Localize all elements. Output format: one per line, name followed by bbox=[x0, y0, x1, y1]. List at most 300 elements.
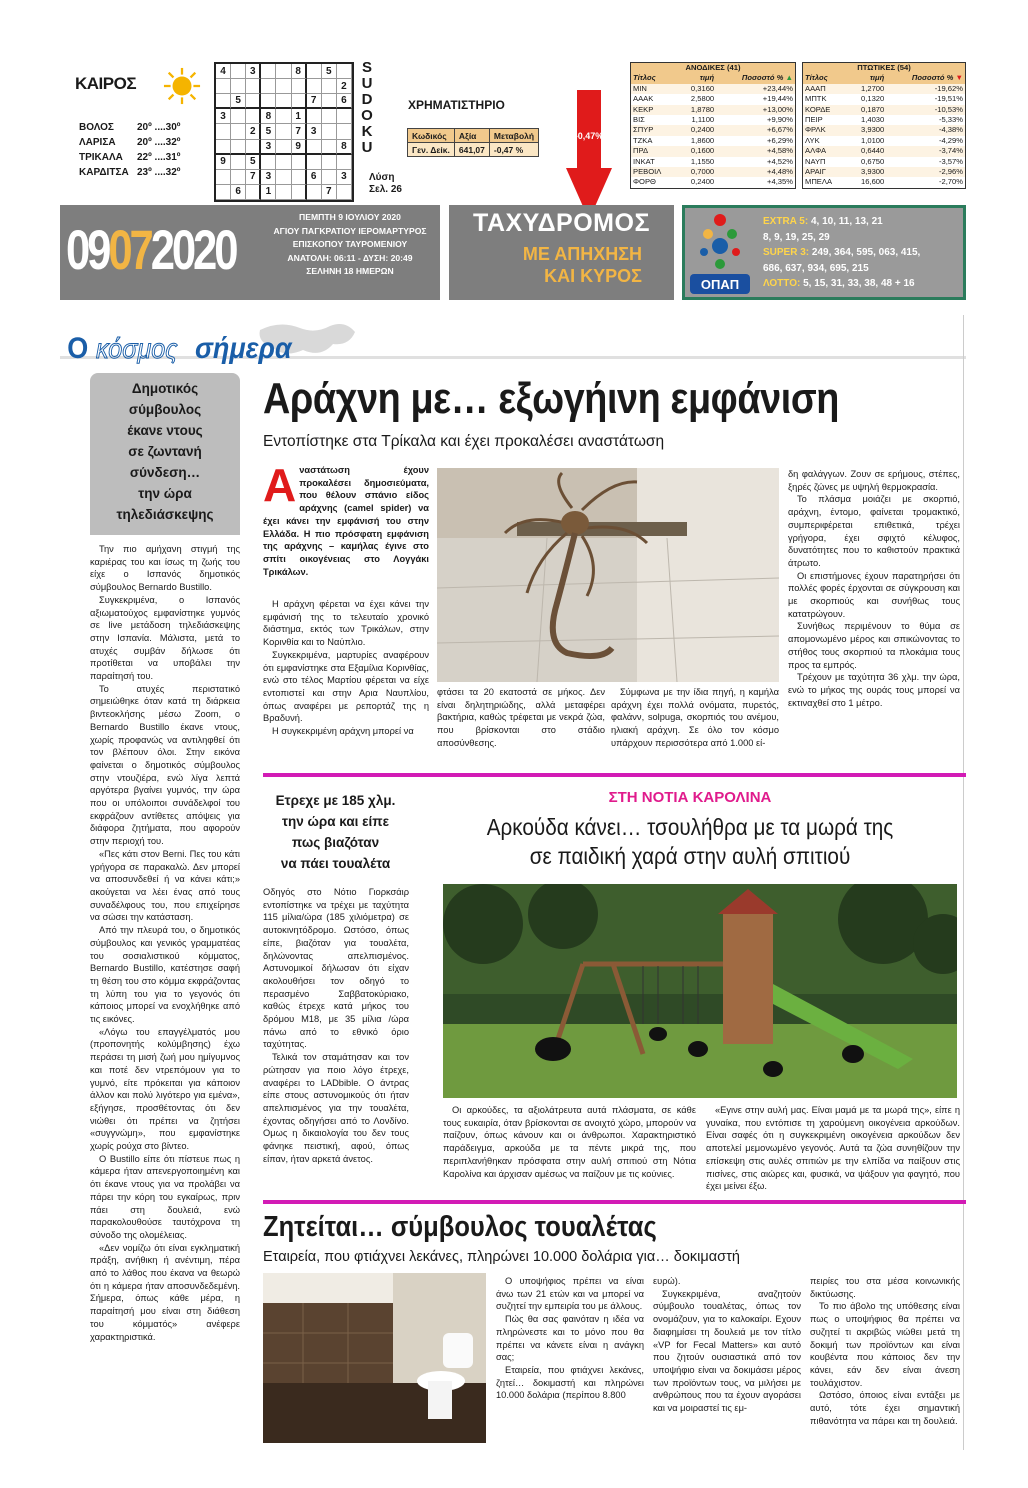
table-header-text: Ποσοστό % bbox=[911, 73, 954, 83]
paragraph: πειρίες του στα μέσα κοινωνικής δικτύωσης. bbox=[810, 1276, 960, 1299]
lotto-values: 5, 15, 31, 33, 38, 48 + 16 bbox=[803, 278, 915, 289]
section-title-world: κόσμος bbox=[96, 332, 178, 365]
gainers-table bbox=[630, 62, 796, 189]
paragraph: Το πλάσμα μοιάζει με σκορπιό, αράχνη, έντομο, φαίνεται τρομακτικό, συμπεριφέρεται επιθετικά, τρέχει γρήγορα, έχει σφιχτό κέλυφος, δυνατότητες που το καθιστούν πρακτικά άτρωτο. bbox=[788, 494, 960, 568]
dropcap: Α bbox=[263, 459, 297, 511]
sudoku-cell bbox=[337, 155, 352, 170]
table-cell: 3,9300 bbox=[847, 167, 886, 177]
headline-line: Αρκούδα κάνει… τσουλήθρα με τα μωρά της bbox=[486, 814, 894, 840]
courier-tagline-line: ΜΕ ΑΠΗΧΗΣΗ bbox=[522, 244, 642, 264]
sudoku-cell bbox=[322, 79, 337, 94]
sudoku-cell: 5 bbox=[261, 124, 276, 139]
sudoku-cell bbox=[216, 170, 231, 185]
lotto-line bbox=[763, 214, 920, 230]
section-divider bbox=[263, 773, 966, 777]
sudoku-cell bbox=[276, 64, 291, 79]
weather-temp: 22º ....31º bbox=[137, 152, 181, 163]
lotto-label: SUPER 3: bbox=[763, 247, 810, 258]
table-cell: 1,1550 bbox=[690, 156, 715, 166]
table-cell: +6,29% bbox=[767, 135, 793, 145]
weather-city: ΚΑΡΔΙΤΣΑ bbox=[79, 167, 129, 178]
weather-box bbox=[63, 62, 201, 190]
sudoku-cell: 6 bbox=[231, 185, 246, 200]
table-row bbox=[631, 115, 796, 125]
sudoku-cell bbox=[276, 155, 291, 170]
table-cell: ΚΕΚΡ bbox=[631, 105, 678, 115]
table-cell: 3,9300 bbox=[847, 125, 886, 135]
sidebar-body bbox=[90, 543, 240, 1343]
bear-headline bbox=[447, 813, 933, 871]
date-info-line: ΑΝΑΤΟΛΗ: 06:11 - ΔΥΣΗ: 20:49 bbox=[287, 252, 413, 263]
headline-line: σύμβουλος bbox=[128, 402, 202, 417]
sudoku-cell bbox=[216, 124, 231, 139]
table-cell: 1,2700 bbox=[847, 84, 886, 94]
sudoku-cell bbox=[292, 170, 307, 185]
table-cell: -3,57% bbox=[938, 156, 963, 166]
sudoku-cell: 1 bbox=[292, 109, 307, 124]
lotto-values: 249, 364, 595, 063, 415, bbox=[811, 247, 921, 258]
table-cell: ΝΑΥΠ bbox=[805, 156, 826, 166]
arrow-up-icon: ▲ bbox=[785, 73, 793, 83]
arrow-down-icon bbox=[566, 90, 612, 220]
toilet-col-2 bbox=[653, 1275, 801, 1447]
sudoku-cell: 2 bbox=[246, 124, 261, 139]
sudoku-letter: K bbox=[361, 123, 373, 140]
paragraph: Από την πλευρά του, ο δημοτικός σύμβουλος και γενικός γραμματέας του σοσιαλιστικού κόμματος, Bernardo Bustillo, κατέστησε σαφή τη θέση του στο κόμμα εκφράζοντας τη λύπη του για το γεγονός ότι κάποιος μπορεί να ενοχλήθηκε από τις εικόνες. bbox=[90, 925, 240, 1025]
paragraph: Ο υποψήφιος πρέπει να είναι άνω των 21 ετών και να μπορεί να συζητεί την εμπειρία του με άλλους. bbox=[496, 1276, 644, 1312]
table-cell: ΚΟΡΔΕ bbox=[803, 105, 848, 115]
sudoku-cell bbox=[307, 79, 322, 94]
table-cell: 1,1100 bbox=[691, 115, 715, 125]
paragraph: Τελικά τον σταμάτησαν και τον ρώτησαν για ποιο λόγο έτρεχε, αναφέρει το LADbible. Ο άντρας είπε στους αστυνομικούς ότι ήταν απελπισμένος για την τουαλέτα, έχοντας οδηγήσει από το Λονδίνο. Ομως η δικαιολογία του δεν τους φάνηκε πειστική, αφού, όπως είπαν, ήταν αρκετά άνετος. bbox=[263, 1052, 409, 1164]
sudoku-cell bbox=[276, 79, 291, 94]
paragraph: Το πιο άβολο της υπόθεσης είναι πως ο υποψήφιος θα πρέπει να συζητεί τι ακριβώς νιώθει μετά τη δοκιμή των προϊόντων και είναι κουβέντα που κάποιος δεν την κάνει, εάν δεν είναι άνεση τουλάχιστον. bbox=[810, 1301, 960, 1388]
headline-line: σύνδεση… bbox=[129, 465, 201, 480]
sudoku-letter: D bbox=[361, 91, 373, 108]
table-cell: +6,67% bbox=[716, 125, 795, 135]
table-cell: 0,6440 bbox=[847, 146, 886, 156]
paragraph: Εταιρεία, που φτιάχνει λεκάνες, ζητεί… δοκιμαστή και πληρώνει 10.000 δολάρια (περίπου 8.800 bbox=[496, 1364, 644, 1401]
sudoku-cell: 6 bbox=[307, 170, 322, 185]
sudoku-cell: 4 bbox=[216, 64, 231, 79]
weather-city: ΛΑΡΙΣΑ bbox=[79, 137, 116, 148]
table-cell: 0,7000 bbox=[677, 167, 716, 177]
sudoku-cell bbox=[231, 155, 246, 170]
market-index-table bbox=[407, 128, 539, 157]
table-row bbox=[803, 167, 966, 177]
sudoku-cell bbox=[292, 155, 307, 170]
table-cell: -10,53% bbox=[886, 105, 965, 115]
paragraph: Ο Bustillo είπε ότι πίστευε πως η κάμερα ήταν απενεργοποιημένη και ότι έκανε ντους για να προλάβει να πάρει την κόρη του εγκαίρως, πριν πάει στη δουλειά, ενώ παρακολουθούσε ταυτόχρονα τη σύνοδο της ολομέλειας. bbox=[90, 1153, 240, 1240]
sidebar-article bbox=[90, 373, 240, 1443]
losers-table bbox=[802, 62, 966, 189]
sudoku-cell: 7 bbox=[307, 94, 322, 109]
table-header bbox=[886, 73, 965, 83]
table-row bbox=[803, 84, 966, 94]
table-header: Τίτλος bbox=[803, 73, 848, 83]
sudoku-cell bbox=[246, 140, 261, 155]
table-row bbox=[631, 84, 796, 94]
headline-line: την ώρα και είπε bbox=[281, 814, 390, 829]
headline-line: να πάει τουαλέτα bbox=[280, 856, 391, 871]
paragraph: φτάσει τα 20 εκατοστά σε μήκος. Δεν είναι δηλητηριώδης, αλλά μεταφέρει βακτήρια, καθώς τρέφεται με νεκρά ζώα, που βρίσκονται στο στάδιο αποσύνθεσης. bbox=[437, 687, 605, 748]
headline-line: την ώρα bbox=[138, 486, 192, 501]
date-year: 2020 bbox=[150, 218, 236, 281]
sudoku-cell: 7 bbox=[292, 124, 307, 139]
spider-col-2 bbox=[437, 686, 605, 761]
table-row bbox=[631, 105, 796, 115]
spider-lead bbox=[263, 459, 429, 578]
table-header: τιμή bbox=[847, 73, 886, 83]
bear-col-2 bbox=[706, 1104, 960, 1194]
lotto-line bbox=[763, 245, 920, 261]
weather-temp: 20º ....32º bbox=[137, 137, 181, 148]
sudoku-cell bbox=[246, 109, 261, 124]
table-header: Τίτλος bbox=[631, 73, 678, 83]
sudoku-cell: 1 bbox=[261, 185, 276, 200]
losers-title bbox=[803, 63, 966, 74]
table-cell: ΜΠΤΚ bbox=[805, 94, 827, 104]
gainers-title bbox=[631, 63, 796, 74]
table-row bbox=[803, 125, 966, 135]
sudoku-cell: 5 bbox=[231, 94, 246, 109]
weather-temp: 20º ....30º bbox=[137, 122, 181, 133]
table-row bbox=[408, 143, 539, 157]
sudoku-grid bbox=[214, 62, 354, 202]
table-cell: ΜΠΕΛΑ bbox=[805, 177, 833, 187]
weather-row bbox=[79, 122, 199, 133]
paragraph: Συνήθως περιμένουν το θύμα σε απομονωμένο μέρος και σπικώνοντας το στήθος τους σκορπιού τα πλοκάμια τους προς τα εμπρός. bbox=[788, 621, 960, 670]
headline-line: έκανε ντους bbox=[127, 423, 203, 438]
paragraph: Οδηγός στο Νότιο Γιορκσάιρ εντοπίστηκε να τρέχει με ταχύτητα 115 μίλια/ώρα (185 χιλιόμετρα) σε αυτοκινητόδρομο. Ωστόσο, όπως είπε, βιαζόταν για τουαλέτα, δηλώνοντας απελπισμένος. Αστυνομικοί δήλωσαν ότι είχαν ακολουθήσει τον οδηγό το περασμένο Σαββατοκύριακο, καθώς έτρεχε κατά μήκος του δρόμου Μ18, με 35 μίλια /ώρα πάνω από το εθνικό όριο ταχύτητας. bbox=[263, 887, 409, 1050]
table-cell: -5,33% bbox=[938, 115, 963, 125]
paragraph: Οι αρκούδες, τα αξιολάτρευτα αυτά πλάσματα, σε κάθε τους ευκαιρία, όταν βρίσκονται σε ανοιχτό χώρο, μπορούν να παίζουν, όπως κάνουν και οι άνθρωποι. Χαρακτηριστικό παράδειγμα, αρκούδα με τα πέντε μικρά της, που περιπλανήθηκαν πρόσφατα στην αυλή σπιτιού στη Νότια Καρολίνα και άρχισαν αμέσως να παίζουν με τις κούνιες. bbox=[443, 1105, 696, 1179]
sudoku-cell bbox=[216, 185, 231, 200]
sudoku-cell: 7 bbox=[322, 185, 337, 200]
lotto-line: 8, 9, 19, 25, 29 bbox=[763, 231, 830, 243]
sudoku-title bbox=[360, 60, 374, 156]
sudoku-letter: S bbox=[361, 59, 372, 76]
gainers-title-text: ΑΝΟΔΙΚΕΣ (41) bbox=[685, 63, 741, 72]
sudoku-solution-ref bbox=[369, 172, 402, 196]
sudoku-cell: 3 bbox=[246, 64, 261, 79]
table-cell: +4,58% bbox=[716, 146, 795, 156]
table-header bbox=[716, 73, 795, 83]
table-cell: ΠΕΙΡ bbox=[805, 115, 823, 125]
table-cell: 0,1600 bbox=[677, 146, 716, 156]
lotto-line: 686, 637, 934, 695, 215 bbox=[763, 262, 869, 274]
table-header: Αξία bbox=[454, 129, 489, 143]
sudoku-cell: 9 bbox=[216, 155, 231, 170]
toilet-col-1 bbox=[496, 1275, 644, 1447]
table-cell: ΠΡΔ bbox=[631, 146, 678, 156]
driver-headline bbox=[263, 790, 408, 874]
table-header: Μεταβολή bbox=[489, 129, 538, 143]
spider-photo bbox=[437, 468, 779, 682]
lotto-label: EXTRA 5: bbox=[763, 216, 809, 227]
headline-line: Ετρεχε με 185 χλμ. bbox=[275, 793, 396, 808]
sudoku-cell: 3 bbox=[261, 170, 276, 185]
table-cell: -4,29% bbox=[938, 135, 963, 145]
table-cell: 1,0100 bbox=[861, 135, 885, 145]
table-cell: 16,600 bbox=[861, 177, 885, 187]
date-bar bbox=[60, 205, 440, 300]
table-row bbox=[631, 146, 796, 156]
spider-col-1 bbox=[263, 598, 429, 758]
sudoku-cell bbox=[276, 109, 291, 124]
table-cell: -4,38% bbox=[886, 125, 965, 135]
table-cell: 0,6750 bbox=[861, 156, 885, 166]
sudoku-cell bbox=[276, 124, 291, 139]
weather-city: ΒΟΛΟΣ bbox=[79, 122, 114, 133]
sudoku-cell: 3 bbox=[337, 170, 352, 185]
sidebar-headline bbox=[92, 378, 238, 525]
table-cell: 1,4030 bbox=[861, 115, 885, 125]
sudoku-cell bbox=[337, 124, 352, 139]
sudoku-cell bbox=[276, 170, 291, 185]
sudoku-cell bbox=[231, 170, 246, 185]
weather-temp: 23º ....32º bbox=[137, 167, 181, 178]
sudoku-cell bbox=[307, 64, 322, 79]
sudoku-cell: 8 bbox=[261, 109, 276, 124]
sudoku-cell bbox=[322, 170, 337, 185]
headline-line: πως βιαζόταν bbox=[291, 835, 380, 850]
table-row bbox=[631, 167, 796, 177]
sudoku-cell bbox=[261, 94, 276, 109]
weather-row bbox=[79, 152, 199, 163]
table-cell: MIN bbox=[631, 84, 678, 94]
date-info bbox=[264, 211, 436, 279]
sun-icon bbox=[163, 67, 201, 105]
table-cell: 641,07 bbox=[454, 143, 489, 157]
sudoku-cell bbox=[322, 94, 337, 109]
table-cell: -2,70% bbox=[938, 177, 963, 187]
paragraph: Ωστόσο, όποιος είναι εντάξει με αυτό, τότε έχει σημαντική πιθανότητα να πάρει και τη δουλειά. bbox=[810, 1390, 960, 1426]
opap-logo bbox=[689, 212, 751, 296]
paragraph: Συγκεκριμένα, ο Ισπανός αξιωματούχος εμφανίστηκε γυμνός σε live μετάδοση τηλεδιάσκεψης στην Ισπανία. Μάλιστα, μετά το ατυχές συμβάν δήλωσε ότι προτίθεται να υποβάλει την παραίτησή του. bbox=[90, 594, 240, 682]
bear-col-1 bbox=[443, 1104, 696, 1194]
table-row bbox=[631, 136, 796, 146]
sudoku-cell: 6 bbox=[337, 94, 352, 109]
table-cell: ΙΝΚΑΤ bbox=[633, 156, 655, 166]
table-cell: ΦΟΡΘ bbox=[633, 177, 656, 187]
table-cell: Γεν. Δείκ. bbox=[408, 143, 455, 157]
sudoku-cell: 3 bbox=[216, 109, 231, 124]
table-cell: 0,2400 bbox=[677, 125, 716, 135]
sudoku-cell bbox=[322, 109, 337, 124]
table-cell: 0,1320 bbox=[861, 94, 885, 104]
arrow-down-small-icon: ▼ bbox=[955, 73, 963, 83]
date-info-line: ΣΕΛΗΝΗ 18 ΗΜΕΡΩΝ bbox=[306, 266, 394, 276]
courier-title: ΤΑΧΥΔΡΟΜΟΣ bbox=[473, 209, 650, 237]
paragraph: Πώς θα σας φαινόταν η ιδέα να πληρώνεστε και το μόνο που θα πρέπει να κάνετε είναι η ανάγκη σας; bbox=[496, 1314, 644, 1363]
sudoku-cell bbox=[216, 94, 231, 109]
table-row bbox=[803, 146, 966, 156]
table-cell: ΛΥΚ bbox=[805, 135, 820, 145]
sudoku-cell bbox=[231, 124, 246, 139]
sudoku-cell bbox=[246, 79, 261, 94]
table-row bbox=[803, 94, 966, 104]
lotto-box bbox=[682, 205, 966, 300]
headline-line: Δημοτικός bbox=[131, 381, 199, 396]
sudoku-cell bbox=[261, 64, 276, 79]
bear-kicker: ΣΤΗ ΝΟΤΙΑ ΚΑΡΟΛΙΝΑ bbox=[608, 789, 772, 806]
sudoku-cell: 5 bbox=[322, 64, 337, 79]
sudoku-cell bbox=[216, 140, 231, 155]
paragraph: «Δεν νομίζω ότι είναι εγκληματική πράξη, ανήθικη ή ανέντιμη, πέρα από το λάθος που έκανα να θεωρώ ότι η κάμερα ήταν αποσυνδεδεμένη. Σήμερα, όπως κάθε μέρα, η παραίτησή μου είναι στη διάθεση του κόμματός» ανέφερε χαρακτηριστικά. bbox=[90, 1242, 240, 1342]
losers-title-text: ΠΤΩΤΙΚΕΣ (54) bbox=[857, 63, 911, 72]
paragraph: «Εγινε στην αυλή μας. Είναι μαμά με τα μωρά της», είπε η γυναίκα, που εντόπισε τη χαρούμενη οικογένεια αρκούδων. Είναι σαφές ότι η συγκεκριμένη οικογένεια αρκούδων δεν αποτελεί μεμονωμένο γεγονός. Αυτά τα ζώα συνηθίζουν την επίσκεψη στις αυλές σπιτιών με την ελπίδα να παίξουν στις πισίνες, στις αιώρες και, φυσικά, να ψάξουν για φαγητό, που έχει μείνει έξω. bbox=[706, 1105, 960, 1192]
table-header-row bbox=[408, 129, 539, 143]
table-cell: -2,96% bbox=[886, 167, 965, 177]
sudoku-cell bbox=[307, 185, 322, 200]
lotto-label: ΛΟΤΤΟ: bbox=[763, 278, 801, 289]
table-header-text: Ποσοστό % bbox=[741, 73, 784, 83]
table-cell: +4,35% bbox=[767, 177, 793, 187]
table-cell: +4,48% bbox=[716, 167, 795, 177]
date-month: 07 bbox=[108, 218, 151, 281]
date-day: 09 bbox=[66, 218, 109, 281]
spider-col-3 bbox=[611, 686, 779, 761]
courier-box bbox=[449, 205, 674, 300]
paragraph: Συγκεκριμένα, μαρτυρίες αναφέρουν ότι εμφανίστηκε στα Εξαμίλια Κορινθίας, ενώ στο τέλος Μαρτίου φέρεται να είχε εντοπιστεί και στην Αρια Ναυπλίου, όπως αναφέρει με ρεπορτάζ της η Βραδυνή. bbox=[263, 649, 429, 724]
sudoku-cell bbox=[246, 94, 261, 109]
toilet-photo bbox=[263, 1273, 486, 1443]
sudoku-cell bbox=[337, 109, 352, 124]
sudoku-cell bbox=[292, 94, 307, 109]
sudoku-letter: U bbox=[361, 139, 373, 156]
table-cell: -0,47 % bbox=[489, 143, 538, 157]
table-cell: 0,3160 bbox=[677, 84, 716, 94]
sudoku-cell bbox=[231, 64, 246, 79]
table-cell: -19,51% bbox=[934, 94, 963, 104]
sudoku-letter: O bbox=[361, 107, 373, 124]
table-row bbox=[803, 105, 966, 115]
lotto-values: 4, 10, 11, 13, 21 bbox=[810, 216, 883, 227]
courier-tagline bbox=[523, 243, 642, 287]
paragraph: Συγκεκριμένα, αναζητούν σύμβουλο τουαλέτας, όπως τον ονομάζουν, για το καλοκαίρι. Εχουν διαφημίσει τη δουλειά με τον τίτλο «VP for Fecal Matters» και αυτό που ζητούν ουσιαστικά από τον υποψήφιο είναι να δοκιμάσει μέρος των προϊόντων τους, να μιλήσει με ανθρώπους που τα έχουν αγοράσει και να μοιραστεί τις εμ- bbox=[653, 1288, 801, 1414]
driver-body bbox=[263, 886, 409, 1191]
weather-row bbox=[79, 167, 199, 178]
lotto-results bbox=[763, 214, 920, 292]
toilet-col-3 bbox=[810, 1275, 960, 1447]
table-cell: 2,5800 bbox=[690, 94, 715, 104]
weather-city: ΤΡΙΚΑΛΑ bbox=[79, 152, 123, 163]
sudoku-cell bbox=[307, 109, 322, 124]
paragraph: Η συγκεκριμένη αράχνη μπορεί να bbox=[272, 726, 414, 737]
sudoku-cell bbox=[322, 124, 337, 139]
table-cell: 0,1870 bbox=[847, 105, 886, 115]
sudoku-cell: 8 bbox=[337, 140, 352, 155]
weather-title: ΚΑΙΡΟΣ bbox=[75, 74, 137, 93]
paragraph: Τρέχουν με ταχύτητα 36 χλμ. την ώρα, ενώ το μήκος της ουράς τους μπορεί να εκτιναχθεί στο 1 μέτρο. bbox=[788, 672, 960, 708]
spider-headline: Αράχνη με… εξωγήινη εμφάνιση bbox=[263, 374, 839, 423]
sudoku-cell bbox=[276, 94, 291, 109]
date-info-line: ΕΠΙΣΚΟΠΟΥ ΤΑΥΡΟΜΕΝΙΟΥ bbox=[292, 239, 408, 249]
table-cell: -3,74% bbox=[886, 146, 965, 156]
sudoku-cell bbox=[276, 140, 291, 155]
table-header: τιμή bbox=[677, 73, 716, 83]
table-cell: ΤΖΚΑ bbox=[633, 135, 653, 145]
sudoku-cell bbox=[261, 155, 276, 170]
sudoku-cell: 8 bbox=[292, 64, 307, 79]
paragraph: Σύμφωνα με την ίδια πηγή, η καμήλα αράχνη έχει πολλά ονόματα, πυρετός, φαλάνν, solpuga, σκορπιός του ανέμου, ηλιακή αράχνη. Σε όλο τον κόσμο υπάρχουν περισσότερα από 1.000 εί- bbox=[611, 687, 779, 748]
sudoku-cell: 7 bbox=[246, 170, 261, 185]
table-row bbox=[631, 94, 796, 104]
paragraph: δη φαλάγγων. Ζουν σε ερήμους, στέπες, ξηρές ζώνες με υψηλή θερμοκρασία. bbox=[788, 469, 960, 492]
bear-photo bbox=[443, 884, 957, 1098]
table-cell: ΡΕΒΟΙΛ bbox=[631, 167, 678, 177]
table-cell: 0,2400 bbox=[690, 177, 715, 187]
section-title-o: Ο bbox=[67, 331, 89, 366]
sudoku-cell bbox=[216, 79, 231, 94]
section-divider bbox=[263, 1200, 966, 1204]
table-row bbox=[631, 125, 796, 135]
sudoku-cell bbox=[322, 155, 337, 170]
paragraph: ευρώ). bbox=[653, 1276, 681, 1286]
sudoku-cell bbox=[231, 140, 246, 155]
sudoku-cell bbox=[231, 109, 246, 124]
table-cell: ΑΛΦΑ bbox=[803, 146, 848, 156]
paragraph: Η αράχνη φέρεται να έχει κάνει την εμφάνισή της το τελευταίο χρονικό διάστημα, εκτός των Τρικάλων, στην Κορινθία και το Ναύπλιο. bbox=[263, 599, 429, 648]
table-cell: 1,8780 bbox=[677, 105, 716, 115]
headline-line: σε παιδική χαρά στην αυλή σπιτιού bbox=[529, 843, 851, 869]
sudoku-cell bbox=[231, 79, 246, 94]
sudoku-cell bbox=[292, 185, 307, 200]
weather-row bbox=[79, 137, 199, 148]
section-title-today: σήμερα bbox=[195, 331, 292, 366]
paragraph: Οι επιστήμονες έχουν παρατηρήσει ότι πολλές φορές έρχονται σε σύγκρουση και με σκορπιούς και συνήθως τους κατατρώγουν. bbox=[788, 570, 960, 619]
table-cell: +9,90% bbox=[767, 115, 793, 125]
section-banner bbox=[60, 318, 360, 368]
sudoku-cell bbox=[261, 79, 276, 94]
spider-col-4 bbox=[788, 468, 960, 768]
table-row bbox=[631, 157, 796, 167]
sudoku-cell bbox=[337, 185, 352, 200]
paragraph: Την πιο αμήχανη στιγμή της καριέρας του και ίσως τη ζωής του είχε ο Ισπανός δημοτικός σύμβουλος Bernardo Bustillo. bbox=[90, 544, 240, 593]
sudoku-cell bbox=[292, 79, 307, 94]
opap-brand: ΟΠΑΠ bbox=[700, 277, 740, 292]
table-cell: ΣΠΥΡ bbox=[631, 125, 678, 135]
table-cell: 1,8600 bbox=[690, 135, 715, 145]
table-cell: +13,00% bbox=[716, 105, 795, 115]
date-display bbox=[66, 217, 235, 282]
sudoku-cell: 5 bbox=[246, 155, 261, 170]
headline-line: τηλεδιάσκεψης bbox=[116, 507, 214, 522]
courier-tagline-line: ΚΑΙ ΚΥΡΟΣ bbox=[544, 266, 642, 286]
table-cell: ΦΡΛΚ bbox=[803, 125, 848, 135]
lead-paragraph: ναστάτωση έχουν προκαλέσει δημοσιεύματα, που θέλουν σπάνιο είδος αράχνης (camel spider) να έχει κάνει την εμφάνισή του στην Ελλάδα. Η πιο πρόσφατη εμφάνιση της αράχνης – καμήλας έγινε στο σπίτι οικογένειας στο Λογγάκι Τρικάλων. bbox=[263, 465, 429, 577]
sudoku-solution-label: Λύση bbox=[369, 172, 395, 183]
sudoku-cell bbox=[307, 155, 322, 170]
table-cell: -19,62% bbox=[886, 84, 965, 94]
paragraph: «Πες κάτι στον Berni. Πες του κάτι γρήγορα σε παρακαλώ. Δεν μπορεί να αποσυνδεθεί ή να κάνει κάτι;» ακούγεται να λέει ένας από τους συναδέλφους του, που επιχείρησε να σώσει την κατάσταση. bbox=[90, 848, 240, 923]
toilet-headline: Ζητείται… σύμβουλος τουαλέτας bbox=[263, 1211, 657, 1243]
table-cell: ΑΡΑΙΓ bbox=[803, 167, 848, 177]
sudoku-cell bbox=[307, 140, 322, 155]
table-cell: ΑΑΑΚ bbox=[633, 94, 654, 104]
sudoku-cell: 3 bbox=[261, 140, 276, 155]
table-row bbox=[631, 177, 796, 188]
headline-line: σε ζωντανή bbox=[128, 444, 202, 459]
date-info-line: ΑΓΙΟΥ ΠΑΓΚΡΑΤΙΟΥ ΙΕΡΟΜΑΡΤΥΡΟΣ bbox=[273, 225, 427, 236]
sudoku-cell: 9 bbox=[292, 140, 307, 155]
table-cell: ΑΑΑΠ bbox=[803, 84, 848, 94]
sudoku-cell: 2 bbox=[337, 79, 352, 94]
sudoku-cell bbox=[322, 140, 337, 155]
market-title: ΧΡΗΜΑΤΙΣΤΗΡΙΟ bbox=[408, 98, 505, 112]
lotto-line bbox=[763, 276, 920, 292]
